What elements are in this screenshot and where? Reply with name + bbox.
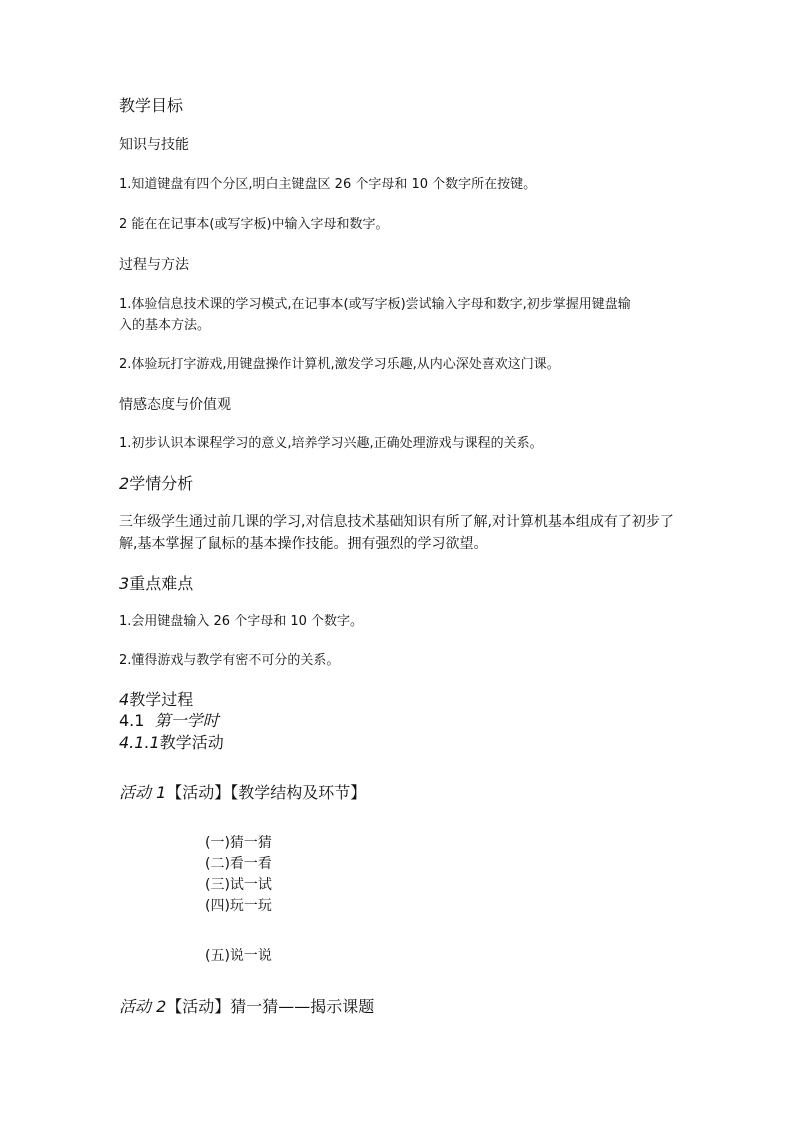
section-2-text-line-2: 解,基本掌握了鼠标的基本操作技能。拥有强烈的学习欲望。: [119, 536, 488, 552]
activity-1-title: 【活动】【教学结构及环节】: [166, 783, 367, 802]
activity-1-heading: [119, 785, 366, 801]
activity-2-title: 【活动】猜一猜——揭示课题: [166, 997, 375, 1016]
teaching-goals-heading: 教学目标: [119, 96, 184, 115]
activity-1-prefix: 活动 1: [119, 783, 167, 802]
activity-step: (一)猜一猜: [205, 835, 272, 851]
subsection-4-1-title: 第一学时: [154, 711, 219, 730]
subsection-4-1-number: 4.1: [119, 711, 145, 730]
process-methods-item-2: 2.体验玩打字游戏,用键盘操作计算机,激发学习乐趣,从内心深处喜欢这门课。: [119, 357, 560, 372]
section-3-title: 重点难点: [129, 574, 194, 593]
knowledge-skills-item-2: 2 能在在记事本(或写字板)中输入字母和数字。: [119, 217, 389, 232]
process-methods-item-1-line-1: 1.体验信息技术课的学习模式,在记事本(或写字板)尝试输入字母和数字,初步掌握用键盘输: [119, 297, 631, 312]
activity-step: (三)试一试: [205, 877, 272, 893]
subsection-4-1-heading: [119, 713, 219, 729]
knowledge-skills-item-1: 1.知道键盘有四个分区,明白主键盘区 26 个字母和 10 个数字所在按键。: [119, 177, 537, 192]
activity-2-prefix: 活动 2: [119, 997, 167, 1016]
section-2-text-line-1: 三年级学生通过前几课的学习,对信息技术基础知识有所了解,对计算机基本组成有了初步了: [119, 514, 674, 530]
attitude-values-heading: 情感态度与价值观: [119, 397, 231, 413]
section-2-heading: [119, 476, 193, 492]
activity-step: (二)看一看: [205, 856, 272, 872]
section-4-title: 教学过程: [129, 690, 194, 709]
subsection-4-1-1-heading: [119, 735, 224, 751]
key-points-item-1: 1.会用键盘输入 26 个字母和 10 个数字。: [119, 614, 364, 629]
section-2-number: 2: [119, 474, 130, 493]
section-4-heading: [119, 692, 193, 708]
knowledge-skills-heading: 知识与技能: [119, 137, 189, 153]
section-2-title: 学情分析: [129, 474, 194, 493]
attitude-values-item-1: 1.初步认识本课程学习的意义,培养学习兴趣,正确处理游戏与课程的关系。: [119, 436, 543, 451]
key-points-item-2: 2.懂得游戏与教学有密不可分的关系。: [119, 653, 340, 668]
process-methods-item-1-line-2: 入的基本方法。: [119, 318, 211, 333]
section-3-heading: [119, 576, 193, 592]
activity-step: (五)说一说: [205, 948, 272, 964]
process-methods-heading: 过程与方法: [119, 257, 189, 273]
activity-2-heading: [119, 999, 374, 1015]
activity-step: (四)玩一玩: [205, 898, 272, 914]
section-4-number: 4: [119, 690, 130, 709]
section-3-number: 3: [119, 574, 130, 593]
subsection-4-1-1-title: 教学活动: [159, 733, 224, 752]
subsection-4-1-1-number: 4.1.1: [119, 733, 160, 752]
